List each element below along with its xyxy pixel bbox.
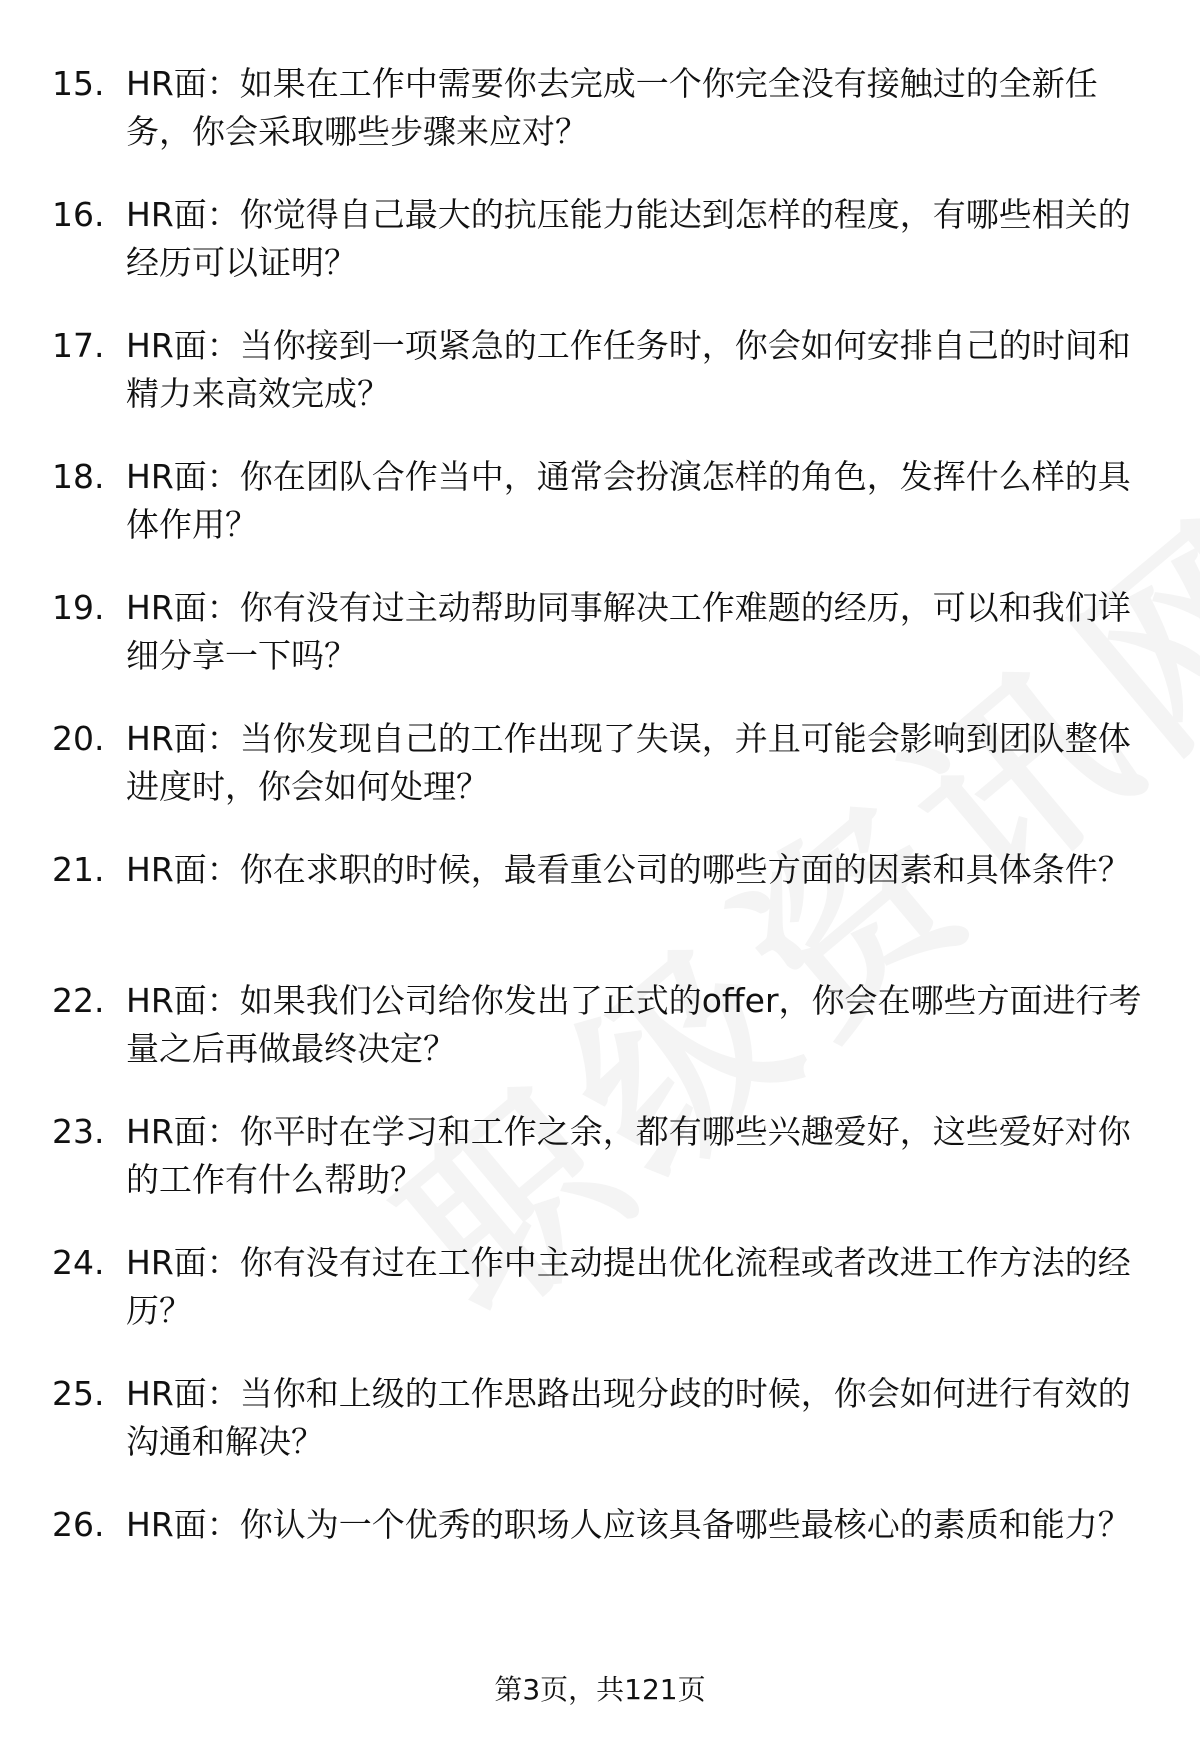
question-item [52, 191, 1162, 322]
question-item [52, 584, 1162, 715]
question-text: HR面：你觉得自己最大的抗压能力能达到怎样的程度，有哪些相关的经历可以证明？ [126, 195, 1131, 282]
question-item [52, 715, 1162, 846]
page-footer: 第3页，共121页 [494, 1673, 706, 1706]
question-text: HR面：你有没有过主动帮助同事解决工作难题的经历，可以和我们详细分享一下吗？ [126, 588, 1131, 675]
question-text: HR面：当你接到一项紧急的工作任务时，你会如何安排自己的时间和精力来高效完成？ [126, 326, 1131, 413]
question-list [52, 60, 1162, 1632]
question-item [52, 322, 1162, 453]
question-number: 24. [52, 1243, 105, 1282]
question-text: HR面：如果在工作中需要你去完成一个你完全没有接触过的全新任务，你会采取哪些步骤来应对？ [126, 64, 1098, 151]
question-number: 19. [52, 588, 105, 627]
question-item [52, 1370, 1162, 1501]
question-text: HR面：你在团队合作当中，通常会扮演怎样的角色，发挥什么样的具体作用？ [126, 457, 1131, 544]
question-item [52, 60, 1162, 191]
question-number: 21. [52, 850, 105, 889]
question-text: HR面：你平时在学习和工作之余，都有哪些兴趣爱好，这些爱好对你的工作有什么帮助？ [126, 1112, 1131, 1199]
question-item [52, 1239, 1162, 1370]
question-item [52, 846, 1162, 977]
question-number: 22. [52, 981, 105, 1020]
question-item [52, 1501, 1162, 1632]
question-text: HR面：当你发现自己的工作出现了失误，并且可能会影响到团队整体进度时，你会如何处理？ [126, 719, 1131, 806]
question-text: HR面：你认为一个优秀的职场人应该具备哪些最核心的素质和能力？ [126, 1505, 1131, 1544]
question-number: 20. [52, 719, 105, 758]
question-text: HR面：当你和上级的工作思路出现分歧的时候，你会如何进行有效的沟通和解决？ [126, 1374, 1131, 1461]
question-number: 15. [52, 64, 105, 103]
question-text: HR面：你在求职的时候，最看重公司的哪些方面的因素和具体条件？ [126, 850, 1131, 889]
question-number: 23. [52, 1112, 105, 1151]
question-number: 26. [52, 1505, 105, 1544]
question-item [52, 453, 1162, 584]
question-number: 25. [52, 1374, 105, 1413]
question-text: HR面：如果我们公司给你发出了正式的offer，你会在哪些方面进行考量之后再做最终决定？ [126, 981, 1142, 1068]
question-item [52, 977, 1162, 1108]
question-text: HR面：你有没有过在工作中主动提出优化流程或者改进工作方法的经历？ [126, 1243, 1131, 1330]
question-number: 17. [52, 326, 105, 365]
question-number: 16. [52, 195, 105, 234]
question-item [52, 1108, 1162, 1239]
question-number: 18. [52, 457, 105, 496]
